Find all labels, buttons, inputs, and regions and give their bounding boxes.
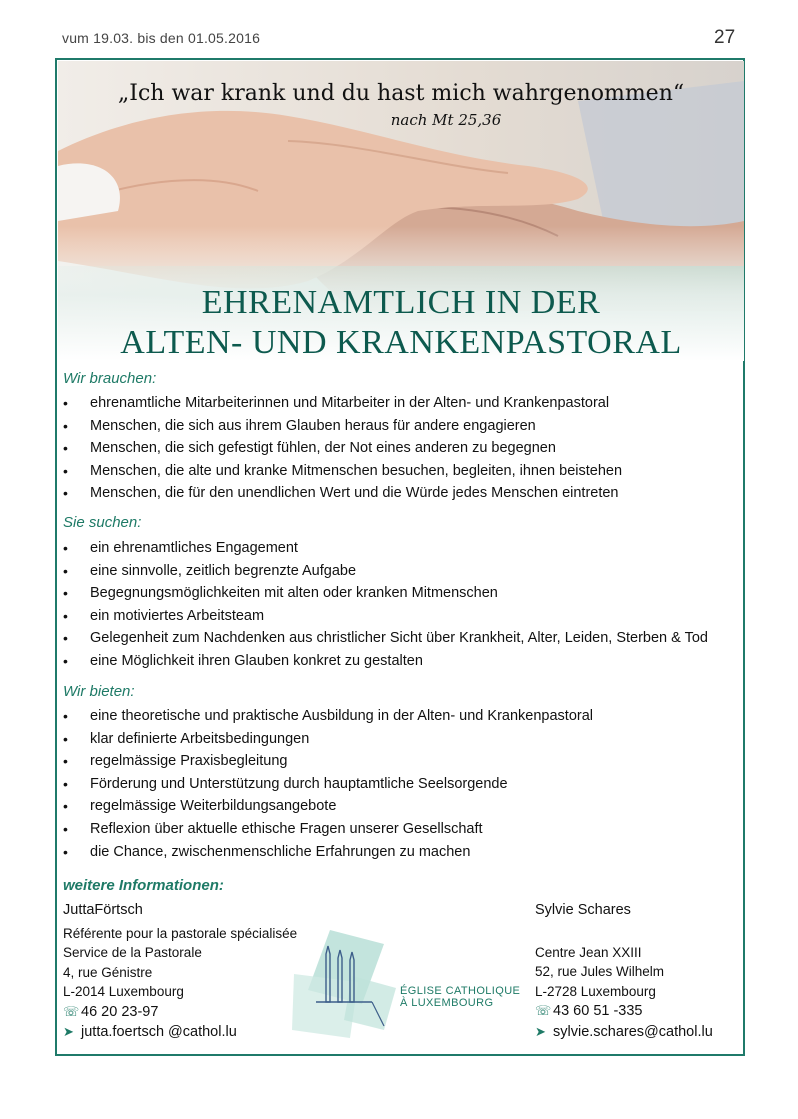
- list-item: • klar definierte Arbeitsbedingungen: [63, 728, 593, 751]
- contact-line: Centre Jean XXIII: [535, 944, 642, 960]
- phone-icon: ☏: [535, 1003, 552, 1018]
- logo-text-line1: ÉGLISE CATHOLIQUE: [400, 985, 521, 997]
- contact-line: Référente pour la pastorale spécialisée: [63, 925, 298, 941]
- contact-name: JuttaFörtsch: [63, 902, 143, 918]
- contact-email[interactable]: [63, 1022, 297, 1043]
- banner: [58, 61, 744, 361]
- list-item: • regelmässige Weiterbildungsangebote: [63, 795, 593, 818]
- logo-text: [400, 985, 520, 1009]
- logo-text-line2: À LUXEMBOURG: [400, 997, 494, 1009]
- banner-quote: „Ich war krank und du hast mich wahrgenommen“: [117, 81, 685, 106]
- header-date-range: vum 19.03. bis den 01.05.2016: [62, 30, 261, 46]
- list-item: • Menschen, die sich gefestigt fühlen, der Not eines anderen zu begegnen: [63, 437, 622, 460]
- contact-email[interactable]: [535, 1022, 713, 1043]
- list-item: • Förderung und Unterstützung durch hauptamtliche Seelsorgende: [63, 773, 593, 796]
- section-heading-sie-suchen: Sie suchen:: [63, 514, 142, 531]
- banner-quote-reference: nach Mt 25,36: [390, 111, 502, 129]
- contact-line: L-2014 Luxembourg: [63, 984, 184, 999]
- list-wir-bieten: [63, 705, 593, 863]
- contact-phone: [535, 1001, 713, 1022]
- page-number: 27: [714, 27, 736, 48]
- contact-email-address[interactable]: sylvie.schares@cathol.lu: [553, 1023, 713, 1040]
- list-item: • Gelegenheit zum Nachdenken aus christlicher Sicht über Krankheit, Alter, Leiden, Sterben & Tod: [63, 627, 708, 650]
- list-item: • die Chance, zwischenmenschliche Erfahrungen zu machen: [63, 841, 593, 864]
- contact-right: [535, 901, 713, 1042]
- list-item: • eine theoretische und praktische Ausbildung in der Alten- und Krankenpastoral: [63, 705, 593, 728]
- phone-icon: ☏: [63, 1003, 80, 1019]
- main-title-line1: EHRENAMTLICH IN DER: [201, 284, 601, 321]
- list-item: • eine sinnvolle, zeitlich begrenzte Aufgabe: [63, 560, 708, 583]
- contacts-heading: weitere Informationen:: [63, 877, 224, 894]
- list-sie-suchen: [63, 537, 708, 673]
- list-item: • Menschen, die sich aus ihrem Glauben heraus für andere engagieren: [63, 415, 622, 438]
- list-item: • Menschen, die für den unendlichen Wert und die Würde jedes Menschen eintreten: [63, 482, 622, 505]
- section-heading-wir-bieten: Wir bieten:: [63, 683, 135, 700]
- section-heading-wir-brauchen: Wir brauchen:: [63, 370, 157, 387]
- contact-line: L-2728 Luxembourg: [535, 983, 656, 999]
- list-item: • Begegnungsmöglichkeiten mit alten oder kranken Mitmenschen: [63, 582, 708, 605]
- list-item: • ein motiviertes Arbeitsteam: [63, 605, 708, 628]
- list-item: • ehrenamtliche Mitarbeiterinnen und Mitarbeiter in der Alten- und Krankenpastoral: [63, 392, 622, 415]
- contact-name: Sylvie Schares: [535, 902, 631, 918]
- contact-line: 4, rue Génistre: [63, 964, 153, 980]
- list-item: • regelmässige Praxisbegleitung: [63, 750, 593, 773]
- list-item: • Menschen, die alte und kranke Mitmenschen besuchen, begleiten, ihnen beistehen: [63, 460, 622, 483]
- contact-phone-number: 43 60 51 -335: [553, 1003, 643, 1019]
- mouse-icon: ➤: [63, 1024, 74, 1039]
- list-item: • eine Möglichkeit ihren Glauben konkret zu gestalten: [63, 650, 708, 673]
- list-item: • Reflexion über aktuelle ethische Fragen unserer Gesellschaft: [63, 818, 593, 841]
- contact-line: Service de la Pastorale: [63, 945, 202, 960]
- mouse-icon: ➤: [535, 1023, 546, 1039]
- contact-line: 52, rue Jules Wilhelm: [535, 964, 665, 979]
- contact-phone-number: 46 20 23-97: [81, 1003, 159, 1020]
- contact-phone: [63, 1002, 297, 1023]
- contact-left: [63, 901, 297, 1043]
- list-wir-brauchen: [63, 392, 622, 505]
- contact-email-address[interactable]: jutta.foertsch @cathol.lu: [81, 1024, 237, 1040]
- main-title: [58, 283, 744, 361]
- main-title-line2: ALTEN- UND KRANKENPASTORAL: [120, 324, 682, 361]
- list-item: • ein ehrenamtliches Engagement: [63, 537, 708, 560]
- church-logo: [292, 930, 402, 1038]
